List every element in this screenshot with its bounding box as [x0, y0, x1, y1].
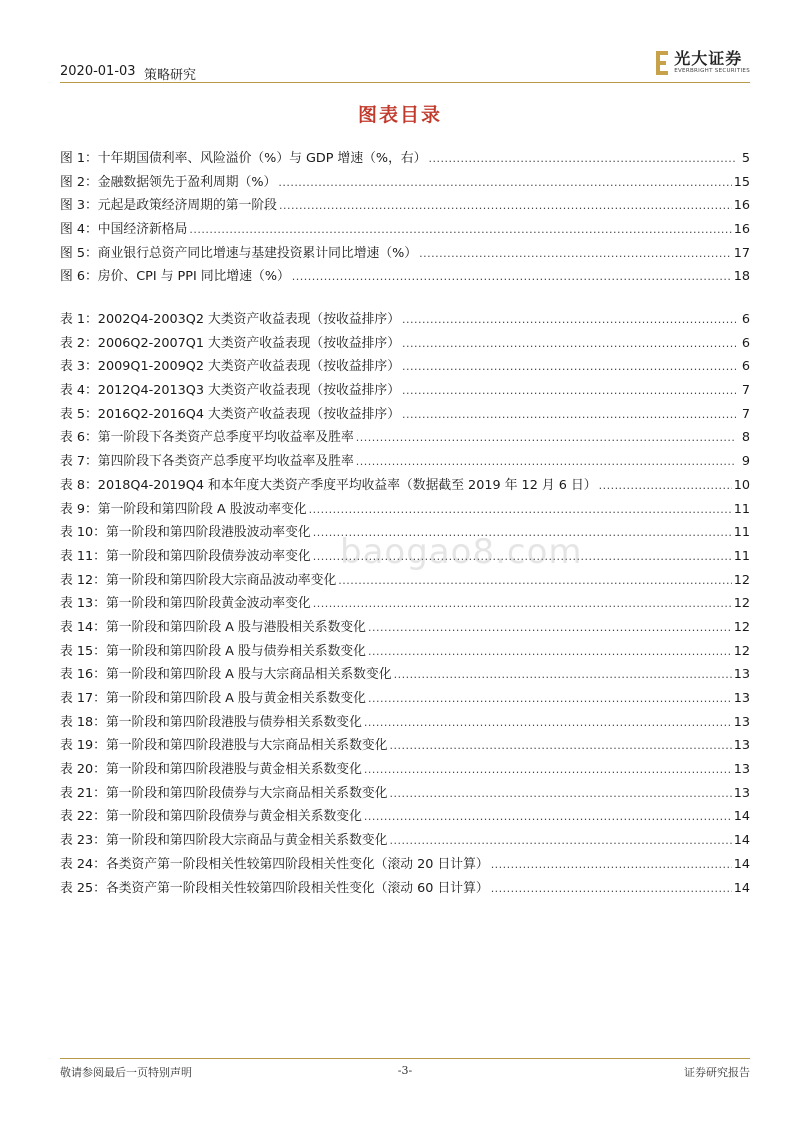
table-entry-label: 表 25：各类资产第一阶段相关性较第四阶段相关性变化（滚动 60 日计算） [60, 880, 489, 896]
table-list [60, 308, 750, 900]
table-entry-page: 6 [741, 335, 750, 351]
table-entry[interactable] [60, 332, 750, 356]
table-entry[interactable] [60, 379, 750, 403]
figure-entry[interactable] [60, 147, 750, 171]
table-entry[interactable] [60, 426, 750, 450]
table-entry[interactable] [60, 450, 750, 474]
table-entry-label: 表 2：2006Q2-2007Q1 大类资产收益表现（按收益排序） [60, 335, 401, 351]
table-entry-page: 13 [733, 762, 750, 778]
table-entry[interactable] [60, 734, 750, 758]
table-entry-page: 9 [741, 454, 750, 470]
dot-leader [491, 877, 732, 901]
table-entry-page: 11 [733, 548, 750, 564]
dot-leader [292, 265, 732, 289]
figure-entry-label: 图 6：房价、CPI 与 PPI 同比增速（%） [60, 269, 290, 285]
table-entry-label: 表 22：第一阶段和第四阶段债券与黄金相关系数变化 [60, 809, 362, 825]
table-entry-page: 13 [733, 785, 750, 801]
brand-name-cn: 光大证券 [674, 49, 743, 69]
figure-entry-label: 图 4：中国经济新格局 [60, 222, 188, 238]
table-entry-page: 12 [733, 643, 750, 659]
table-entry-label: 表 1：2002Q4-2003Q2 大类资产收益表现（按收益排序） [60, 312, 401, 327]
dot-leader [368, 640, 732, 664]
header-divider [60, 82, 750, 83]
dot-leader [279, 194, 732, 218]
dot-leader [309, 498, 732, 522]
table-entry-label: 表 20：第一阶段和第四阶段港股与黄金相关系数变化 [60, 762, 362, 778]
figure-entry[interactable] [60, 194, 750, 218]
table-entry-page: 11 [733, 525, 750, 541]
figure-entry-page: 15 [733, 174, 750, 190]
dot-leader [402, 308, 736, 332]
report-section: 策略研究 [144, 68, 197, 83]
table-entry[interactable] [60, 640, 750, 664]
dot-leader [278, 171, 731, 195]
figure-entry-label: 图 3：元起是政策经济周期的第一阶段 [60, 198, 277, 214]
table-entry-page: 14 [733, 833, 750, 849]
table-entry[interactable] [60, 853, 750, 877]
figure-entry-label: 图 1：十年期国债利率、风险溢价（%）与 GDP 增速（%，右） [60, 151, 427, 166]
dot-leader [364, 805, 732, 829]
dot-leader [599, 474, 732, 498]
brand-logo-icon [656, 51, 668, 75]
table-entry-page: 12 [733, 619, 750, 635]
table-entry-label: 表 14：第一阶段和第四阶段 A 股与港股相关系数变化 [60, 619, 366, 635]
table-entry-page: 13 [733, 667, 750, 683]
table-entry[interactable] [60, 308, 750, 332]
footer-divider [60, 1058, 750, 1059]
table-entry[interactable] [60, 474, 750, 498]
table-entry[interactable] [60, 877, 750, 901]
table-entry[interactable] [60, 805, 750, 829]
table-entry[interactable] [60, 758, 750, 782]
dot-leader [389, 829, 731, 853]
table-entry-page: 12 [733, 596, 750, 612]
dot-leader [368, 687, 732, 711]
figure-entry-page: 16 [733, 222, 750, 238]
table-entry[interactable] [60, 355, 750, 379]
table-entry-label: 表 13：第一阶段和第四阶段黄金波动率变化 [60, 596, 311, 612]
table-entry-page: 12 [733, 572, 750, 588]
table-entry-label: 表 7：第四阶段下各类资产总季度平均收益率及胜率 [60, 454, 354, 470]
table-entry-label: 表 17：第一阶段和第四阶段 A 股与黄金相关系数变化 [60, 691, 366, 706]
dot-leader [338, 569, 731, 593]
dot-leader [356, 426, 736, 450]
dot-leader [394, 663, 732, 687]
toc-title: 图表目录 [357, 104, 442, 126]
table-entry-page: 7 [741, 406, 750, 422]
dot-leader [402, 379, 736, 403]
table-entry-label: 表 21：第一阶段和第四阶段债券与大宗商品相关系数变化 [60, 785, 388, 801]
table-entry-page: 14 [733, 809, 750, 825]
brand-name-en: EVERBRIGHT SECURITIES [674, 68, 750, 75]
figure-entry-page: 16 [733, 198, 750, 214]
watermark: baogao8.com [340, 532, 583, 572]
table-entry-label: 表 5：2016Q2-2016Q4 大类资产收益表现（按收益排序） [60, 406, 401, 422]
table-entry-label: 表 4：2012Q4-2013Q3 大类资产收益表现（按收益排序） [60, 383, 401, 399]
dot-leader [364, 711, 732, 735]
table-entry-label: 表 24：各类资产第一阶段相关性较第四阶段相关性变化（滚动 20 日计算） [60, 856, 489, 872]
dot-leader [402, 332, 736, 356]
dot-leader [402, 355, 736, 379]
table-entry-page: 13 [733, 691, 750, 706]
dot-leader [368, 616, 732, 640]
dot-leader [419, 242, 732, 266]
table-entry-label: 表 3：2009Q1-2009Q2 大类资产收益表现（按收益排序） [60, 359, 401, 375]
page-header [60, 44, 750, 82]
table-entry-page: 7 [741, 383, 750, 399]
figure-entry[interactable] [60, 242, 750, 266]
table-entry-label: 表 11：第一阶段和第四阶段债券波动率变化 [60, 548, 311, 564]
figure-entry-label: 图 2：金融数据领先于盈利周期（%） [60, 174, 277, 190]
table-entry[interactable] [60, 616, 750, 640]
figure-entry-page: 17 [733, 245, 750, 261]
figure-entry-label: 图 5：商业银行总资产同比增速与基建投资累计同比增速（%） [60, 245, 418, 261]
dot-leader [389, 782, 731, 806]
table-entry[interactable] [60, 592, 750, 616]
report-type: 证券研究报告 [684, 1066, 750, 1079]
dot-leader [313, 592, 732, 616]
table-entry-label: 表 19：第一阶段和第四阶段港股与大宗商品相关系数变化 [60, 738, 388, 754]
table-entry[interactable] [60, 829, 750, 853]
table-entry[interactable] [60, 711, 750, 735]
figure-entry[interactable] [60, 171, 750, 195]
table-entry-page: 10 [733, 477, 750, 493]
table-entry[interactable] [60, 403, 750, 427]
dot-leader [389, 734, 731, 758]
table-entry-label: 表 23：第一阶段和第四阶段大宗商品与黄金相关系数变化 [60, 833, 388, 849]
dot-leader [189, 218, 731, 242]
table-entry-label: 表 12：第一阶段和第四阶段大宗商品波动率变化 [60, 572, 337, 588]
table-entry-label: 表 6：第一阶段下各类资产总季度平均收益率及胜率 [60, 430, 354, 446]
table-entry[interactable] [60, 687, 750, 711]
table-entry-label: 表 15：第一阶段和第四阶段 A 股与债券相关系数变化 [60, 643, 366, 659]
table-entry-label: 表 8：2018Q4-2019Q4 和本年度大类资产季度平均收益率（数据截至 2019 年 12 月 6 日） [60, 477, 597, 493]
dot-leader [402, 403, 736, 427]
figure-entry-page: 18 [733, 269, 750, 285]
figure-entry[interactable] [60, 265, 750, 289]
report-date: 2020-01-03 [60, 64, 136, 79]
table-entry-label: 表 18：第一阶段和第四阶段港股与债券相关系数变化 [60, 714, 362, 730]
table-entry-label: 表 9：第一阶段和第四阶段 A 股波动率变化 [60, 501, 307, 517]
table-entry-label: 表 10：第一阶段和第四阶段港股波动率变化 [60, 525, 311, 541]
page-number: -3- [397, 1064, 413, 1077]
table-entry-label: 表 16：第一阶段和第四阶段 A 股与大宗商品相关系数变化 [60, 667, 392, 683]
table-entry-page: 6 [741, 359, 750, 375]
table-entry[interactable] [60, 569, 750, 593]
figure-entry[interactable] [60, 218, 750, 242]
table-entry-page: 13 [733, 714, 750, 730]
table-entry-page: 14 [733, 856, 750, 872]
table-entry-page: 14 [733, 880, 750, 896]
dot-leader [356, 450, 736, 474]
page-footer [60, 1064, 750, 1084]
table-entry-page: 6 [741, 312, 750, 327]
table-entry-page: 8 [741, 430, 750, 446]
table-entry-page: 11 [733, 501, 750, 517]
figure-list [60, 147, 750, 289]
figure-entry-page: 5 [741, 151, 750, 166]
table-entry[interactable] [60, 663, 750, 687]
dot-leader [491, 853, 732, 877]
dot-leader [428, 147, 736, 171]
table-entry[interactable] [60, 498, 750, 522]
table-entry-page: 13 [733, 738, 750, 754]
dot-leader [364, 758, 732, 782]
table-entry[interactable] [60, 782, 750, 806]
brand-logo [656, 48, 750, 78]
disclaimer-note: 敬请参阅最后一页特别声明 [60, 1066, 192, 1079]
